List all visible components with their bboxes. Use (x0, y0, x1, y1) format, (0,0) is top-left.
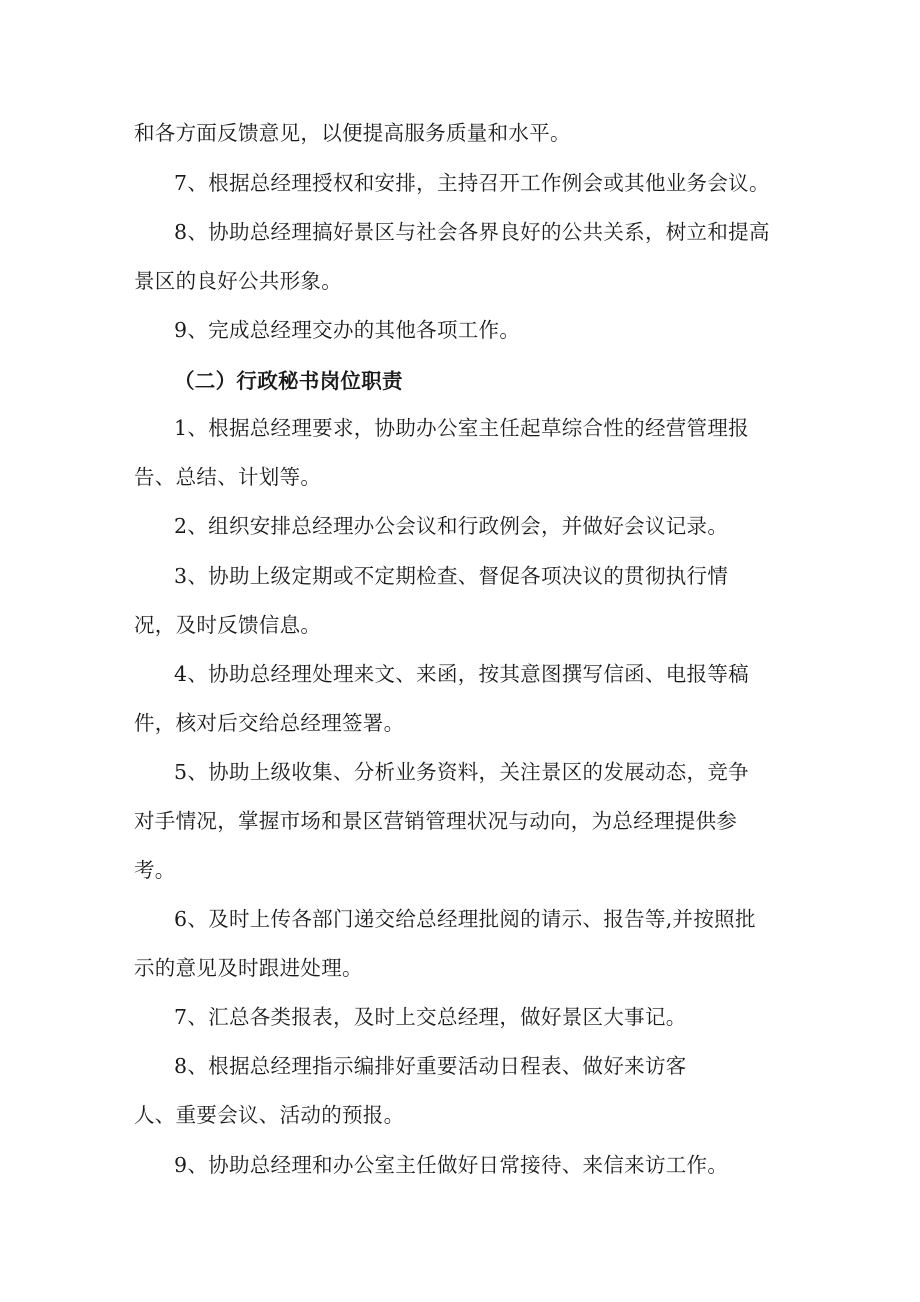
paragraph-line: 7、根据总经理授权和安排，主持召开工作例会或其他业务会议。 (174, 171, 770, 195)
paragraph-line: 景区的良好公共形象。 (134, 269, 342, 293)
paragraph-line: 人、重要会议、活动的预报。 (134, 1103, 405, 1127)
paragraph-line: 件，核对后交给总经理签署。 (134, 711, 405, 735)
paragraph-line: 9、协助总经理和办公室主任做好日常接待、来信来访工作。 (174, 1153, 729, 1177)
paragraph-line: 3、协助上级定期或不定期检查、督促各项决议的贯彻执行情 (174, 564, 729, 588)
paragraph-line: 况，及时反馈信息。 (134, 613, 322, 637)
paragraph-line: 5、协助上级收集、分析业务资料，关注景区的发展动态，竞争 (174, 760, 749, 784)
paragraph-line: 8、根据总经理指示编排好重要活动日程表、做好来访客 (174, 1054, 687, 1078)
paragraph-line: 9、完成总经理交办的其他各项工作。 (174, 318, 521, 342)
paragraph-line: 告、总结、计划等。 (134, 465, 322, 489)
section-heading: （二）行政秘书岗位职责 (174, 369, 403, 393)
paragraph-line: 和各方面反馈意见，以便提高服务质量和水平。 (134, 121, 571, 145)
paragraph-line: 7、汇总各类报表，及时上交总经理，做好景区大事记。 (174, 1005, 687, 1029)
paragraph-line: 6、及时上传各部门递交给总经理批阅的请示、报告等,并按照批 (174, 907, 756, 931)
paragraph-line: 8、协助总经理搞好景区与社会各界良好的公共关系，树立和提高 (174, 220, 770, 244)
paragraph-line: 1、根据总经理要求，协助办公室主任起草综合性的经营管理报 (174, 416, 749, 440)
paragraph-line: 示的意见及时跟进处理。 (134, 956, 363, 980)
paragraph-line: 考。 (134, 858, 176, 882)
paragraph-line: 4、协助总经理处理来文、来函，按其意图撰写信函、电报等稿 (174, 662, 749, 686)
paragraph-line: 对手情况，掌握市场和景区营销管理状况与动向，为总经理提供参 (134, 809, 738, 833)
paragraph-line: 2、组织安排总经理办公会议和行政例会，并做好会议记录。 (174, 514, 729, 538)
